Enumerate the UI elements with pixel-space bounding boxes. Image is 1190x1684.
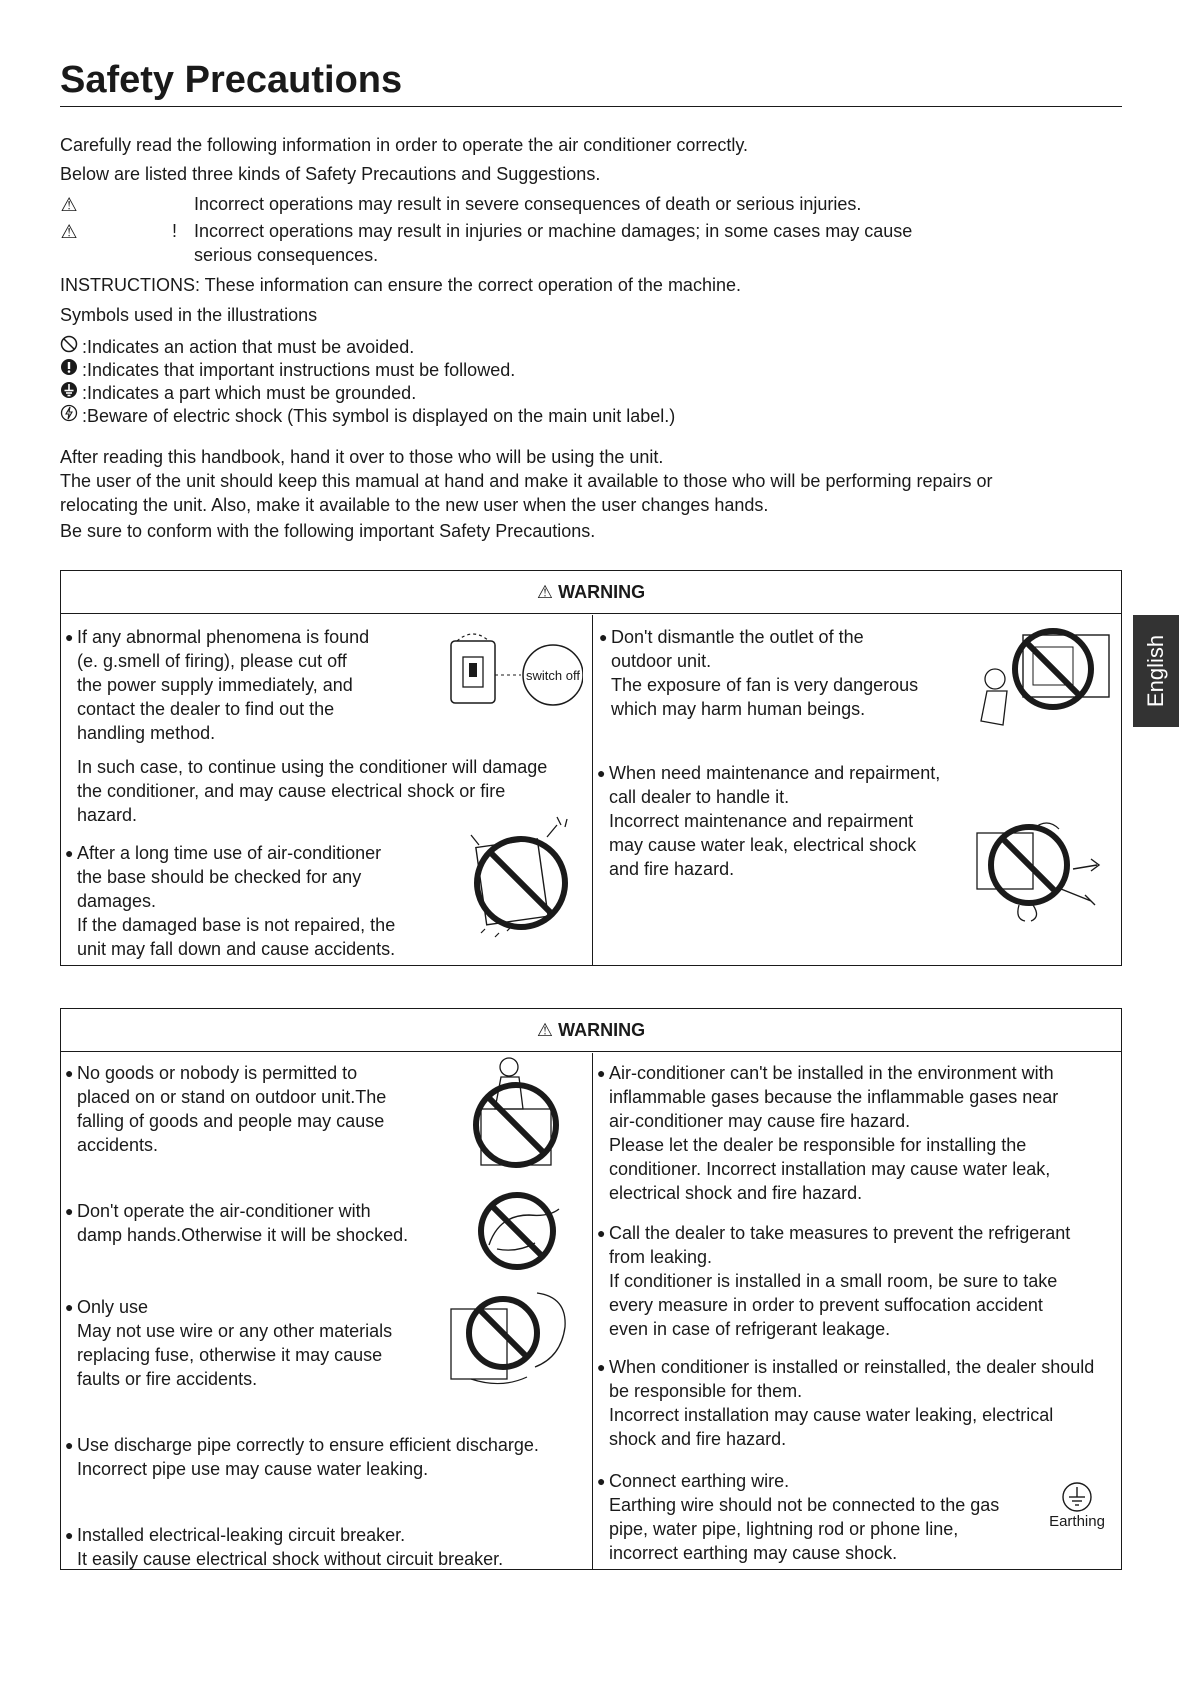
ground-icon	[60, 381, 78, 404]
page-title: Safety Precautions	[60, 58, 1122, 107]
box2-item-earthing: ● Connect earthing wire. Earthing wire should not be connected to the gas pipe, water pipe, lightning rod or phone line, incorrect earthing may cause shock.	[597, 1471, 1000, 1563]
symbol-follow-text: :Indicates that important instructions must be followed.	[82, 360, 516, 380]
mandatory-icon	[60, 358, 78, 381]
symbol-follow-row	[60, 358, 515, 381]
warning-box-1-right	[592, 615, 1123, 965]
box1-item-continue: In such case, to continue using the conditioner will damage the conditioner, and may cause electrical shock or fire hazard.	[77, 757, 548, 825]
warning-triangle-icon: ⚠	[60, 222, 78, 243]
warning-box-2-header	[61, 1009, 1121, 1052]
box2-item-installation: ● When conditioner is installed or reinstalled, the dealer should be responsible for them. Incorrect installation may cause water leaking, electrical shock and fire hazard.	[597, 1357, 1095, 1449]
symbol-ground-row	[60, 381, 416, 404]
symbol-ground-text: :Indicates a part which must be grounded.	[82, 383, 417, 403]
warning-box-1-title: WARNING	[558, 582, 646, 602]
repair-tools-illustration	[973, 809, 1103, 929]
language-tab	[1133, 615, 1179, 727]
box2-item-discharge-pipe: ● Use discharge pipe correctly to ensure efficient discharge. Incorrect pipe use may cause water leaking.	[65, 1435, 539, 1479]
warning-box-2	[60, 1008, 1122, 1570]
box1-item-dismantle: ● Don't dismantle the outlet of the outdoor unit. The exposure of fan is very dangerous which may harm human beings.	[599, 627, 919, 719]
box1-item-maintenance: ● When need maintenance and repairment, call dealer to handle it. Incorrect maintenance and repairment may cause water leak, electrical shock and fire hazard.	[597, 763, 941, 879]
symbols-heading: Symbols used in the illustrations	[60, 305, 318, 325]
symbol-avoid-text: :Indicates an action that must be avoided.	[82, 337, 415, 357]
ground-icon	[1061, 1481, 1093, 1513]
box2-item-circuit-breaker: ● Installed electrical-leaking circuit breaker. It easily cause electrical shock without circuit breaker.	[65, 1525, 504, 1569]
warning-box-1-left	[61, 615, 591, 965]
warning-box-1-header	[61, 571, 1121, 614]
box1-item-abnormal: ● If any abnormal phenomena is found (e. g.smell of firing), please cut off the power supply immediately, and contact the dealer to find out the handling method.	[65, 627, 370, 743]
symbol-shock-row	[60, 404, 675, 427]
damp-hand-illustration	[469, 1185, 569, 1275]
warning-triangle-icon: ⚠	[536, 582, 554, 602]
dismantle-fan-illustration	[973, 621, 1113, 741]
prohibited-icon	[60, 335, 78, 358]
box2-item-refrigerant: ● Call the dealer to take measures to prevent the refrigerant from leaking. If conditioner is installed in a small room, be sure to take every measure in order to prevent suffocation accident even in case of refrigerant leakage.	[597, 1223, 1071, 1339]
box2-item-inflammable: ● Air-conditioner can't be installed in the environment with inflammable gases because the inflammable gases near air-conditioner may cause fire hazard. Please let the dealer be responsible for installing the conditioner. Incorrect installation may cause water leak, electrical shock and fire hazard.	[597, 1063, 1059, 1203]
level-2-text: Incorrect operations may result in injuries or machine damages; in some cases may cause serious consequences.	[194, 221, 913, 265]
after-line-4: Be sure to conform with the following important Safety Precautions.	[60, 521, 596, 541]
switch-off-illustration	[443, 623, 583, 723]
after-line-3: relocating the unit. Also, make it available to the new user when the user changes hands.	[60, 495, 769, 515]
warning-triangle-icon: ⚠	[536, 1020, 554, 1040]
fuse-wire-illustration	[441, 1279, 581, 1399]
box2-item-fuse: ● Only use May not use wire or any other materials replacing fuse, otherwise it may cause faults or fire accidents.	[65, 1297, 393, 1389]
earthing-label: Earthing	[1049, 1513, 1105, 1530]
warning-box-1	[60, 570, 1122, 966]
warning-box-2-right	[592, 1053, 1123, 1569]
intro-line-2: Below are listed three kinds of Safety Precautions and Suggestions.	[60, 164, 601, 184]
warning-box-2-title: WARNING	[558, 1020, 646, 1040]
level-2-mark: !	[172, 221, 178, 241]
falling-unit-illustration	[461, 815, 581, 945]
symbol-avoid-row	[60, 335, 414, 358]
box1-item-base: ● After a long time use of air-conditioner the base should be checked for any damages. If the damaged base is not repaired, the unit may fall down and cause accidents.	[65, 843, 396, 959]
after-line-1: After reading this handbook, hand it over to those who will be using the unit.	[60, 447, 664, 467]
intro-line-1: Carefully read the following information in order to operate the air conditioner correctly.	[60, 135, 749, 155]
after-line-2: The user of the unit should keep this mamual at hand and make it available to those who will be performing repairs or	[60, 471, 993, 491]
box2-item-no-goods: ● No goods or nobody is permitted to placed on or stand on outdoor unit.The falling of goods and people may cause accidents.	[65, 1063, 387, 1155]
stand-on-unit-illustration	[461, 1053, 571, 1173]
instructions-line: INSTRUCTIONS: These information can ensure the correct operation of the machine.	[60, 275, 741, 295]
level-1-text: Incorrect operations may result in severe consequences of death or serious injuries.	[194, 194, 862, 214]
language-tab-label: English	[1143, 634, 1168, 708]
warning-triangle-icon: ⚠	[60, 195, 78, 216]
symbol-shock-text: :Beware of electric shock (This symbol is displayed on the main unit label.)	[82, 406, 676, 426]
warning-box-2-left	[61, 1053, 591, 1569]
earthing-symbol	[1045, 1481, 1109, 1531]
box2-item-damp-hands: ● Don't operate the air-conditioner with damp hands.Otherwise it will be shocked.	[65, 1201, 409, 1245]
electric-shock-icon	[60, 404, 78, 427]
svg-text:switch off: switch off	[526, 668, 580, 683]
